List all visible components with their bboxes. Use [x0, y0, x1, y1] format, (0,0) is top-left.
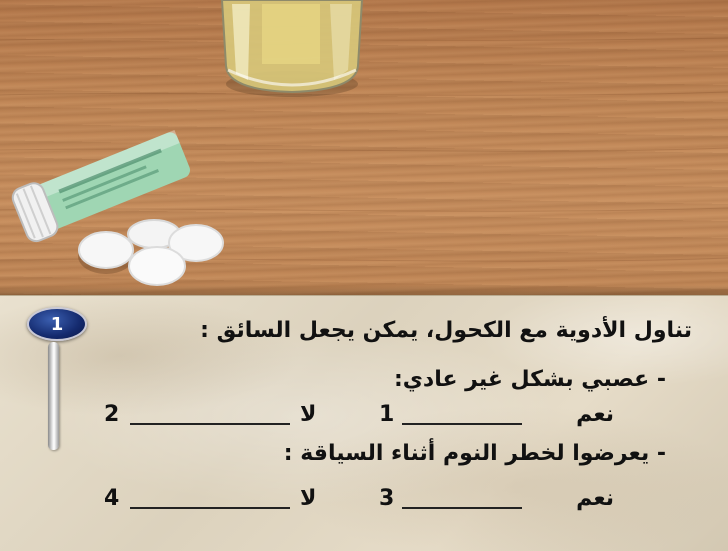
- q2-yes-number: 3: [379, 486, 395, 511]
- q1-no-answer-line[interactable]: [130, 423, 290, 425]
- q1-yes-number: 1: [379, 402, 395, 427]
- pills-icon: [78, 220, 223, 285]
- q1-no-number: 2: [104, 402, 120, 427]
- progress-rod: [48, 342, 59, 450]
- q2-no-label: لا: [300, 486, 317, 511]
- q2-yes-label: نعم: [576, 486, 614, 511]
- q2-no-number: 4: [104, 486, 120, 511]
- q1-no-label: لا: [300, 402, 317, 427]
- q1-yes-label: نعم: [576, 402, 614, 427]
- photo-edge-shadow: [0, 285, 728, 295]
- quiz-panel: [0, 295, 728, 551]
- glass-of-alcohol-icon: [222, 0, 362, 97]
- question-2-text: - يعرضوا لخطر النوم أثناء السياقة :: [283, 441, 666, 466]
- q2-no-answer-line[interactable]: [130, 507, 290, 509]
- question-1-text: - عصبي بشكل غير عادي:: [393, 367, 666, 392]
- question-number-badge: 1: [27, 307, 87, 341]
- q1-yes-answer-line[interactable]: [402, 423, 522, 425]
- question-title: تناول الأدوية مع الكحول، يمكن يجعل السائق :: [200, 318, 692, 343]
- q2-yes-answer-line[interactable]: [402, 507, 522, 509]
